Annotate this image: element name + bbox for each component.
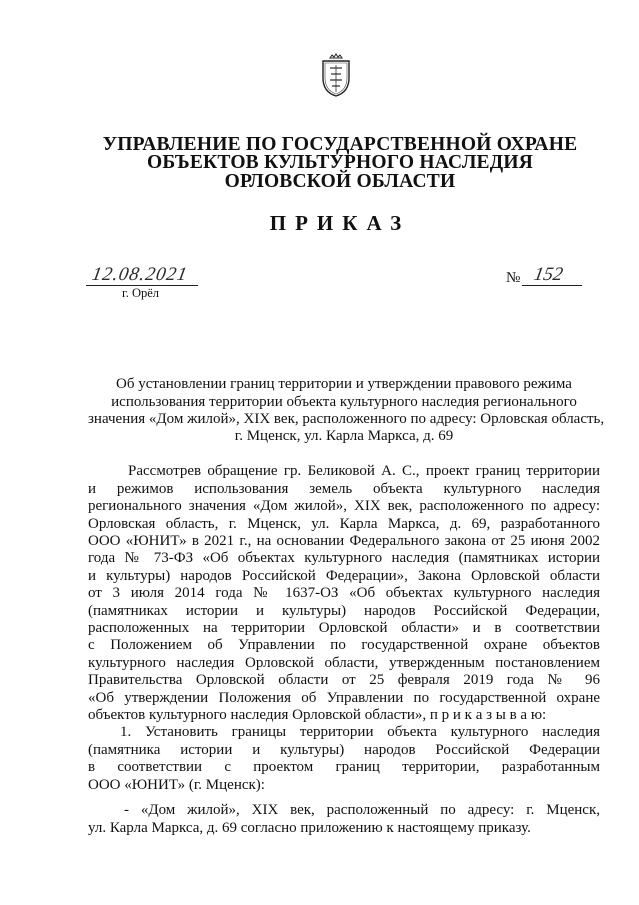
body-line: 1. Установить границы территории объекта культурного наследия	[120, 724, 600, 740]
org-name-line-2: ОБЪЕКТОВ КУЛЬТУРНОГО НАСЛЕДИЯ	[146, 152, 534, 173]
handwritten-date: 12.08.2021	[90, 264, 190, 285]
subject-line: значения «Дом жилой», XIX век, расположенного по адресу: Орловская область,	[88, 411, 605, 427]
body-line: Орловская область, г. Мценск, ул. Карла Маркса, д. 69, разработанного	[88, 516, 600, 532]
body-line: ул. Карла Маркса, д. 69 согласно приложению к настоящему приказу.	[88, 820, 531, 836]
body-line: ООО «ЮНИТ» в 2021 г., на основании Федерального закона от 25 июня 2002	[88, 533, 600, 549]
body-line: регионального значения «Дом жилой», XIX век, расположенного по адресу:	[88, 498, 600, 514]
body-line: (памятника истории и культуры) народов Российской Федерации	[88, 742, 600, 758]
body-line: года № 73-ФЗ «Об объектах культурного наследия (памятниках истории	[88, 550, 600, 566]
body-line: «Об утверждении Положения об Управлении по государственной охране	[88, 690, 600, 706]
number-label: №	[506, 270, 521, 286]
body-line: - «Дом жилой», XIX век, расположенный по адресу: г. Мценск,	[124, 802, 600, 818]
body-line: (памятниках истории и культуры) народов Российской Федерации,	[88, 603, 600, 619]
org-name-line-1: УПРАВЛЕНИЕ ПО ГОСУДАРСТВЕННОЙ ОХРАНЕ	[102, 134, 578, 155]
handwritten-number: 152	[532, 264, 565, 285]
body-line: Правительства Орловской области от 25 февраля 2019 года № 96	[88, 672, 600, 688]
org-name-line-3: ОРЛОВСКОЙ ОБЛАСТИ	[224, 171, 456, 192]
number-underline	[522, 285, 582, 286]
body-line: культурного наследия Орловской области, утвержденным постановлением	[88, 655, 600, 671]
subject-line: г. Мценск, ул. Карла Маркса, д. 69	[234, 428, 454, 444]
body-line: расположенных на территории Орловской области» и в соответствии	[88, 620, 600, 636]
subject-line: использования территории объекта культурного наследия регионального	[111, 394, 577, 410]
body-line: Рассмотрев обращение гр. Беликовой А. С., проект границ территории	[128, 463, 600, 479]
body-line: ООО «ЮНИТ» (г. Мценск):	[88, 777, 265, 793]
subject-line: Об установлении границ территории и утверждении правового режима	[116, 376, 572, 392]
city-label: г. Орёл	[122, 286, 160, 300]
body-line: с Положением об Управлении по государственной охране объектов	[88, 637, 600, 653]
document-title: ПРИКАЗ	[269, 211, 411, 235]
coat-of-arms-icon	[318, 52, 354, 98]
body-line: и режимов использования земель объекта культурного наследия	[88, 481, 600, 497]
body-line: и культуры) народов Российской Федерации», Закона Орловской области	[88, 568, 600, 584]
body-line: в соответствии с проектом границ территории, разработанным	[88, 759, 600, 775]
body-line: от 3 июля 2014 года № 1637-ОЗ «Об объектах культурного наследия	[88, 585, 600, 601]
body-line: объектов культурного наследия Орловской области», п р и к а з ы в а ю:	[88, 707, 547, 723]
